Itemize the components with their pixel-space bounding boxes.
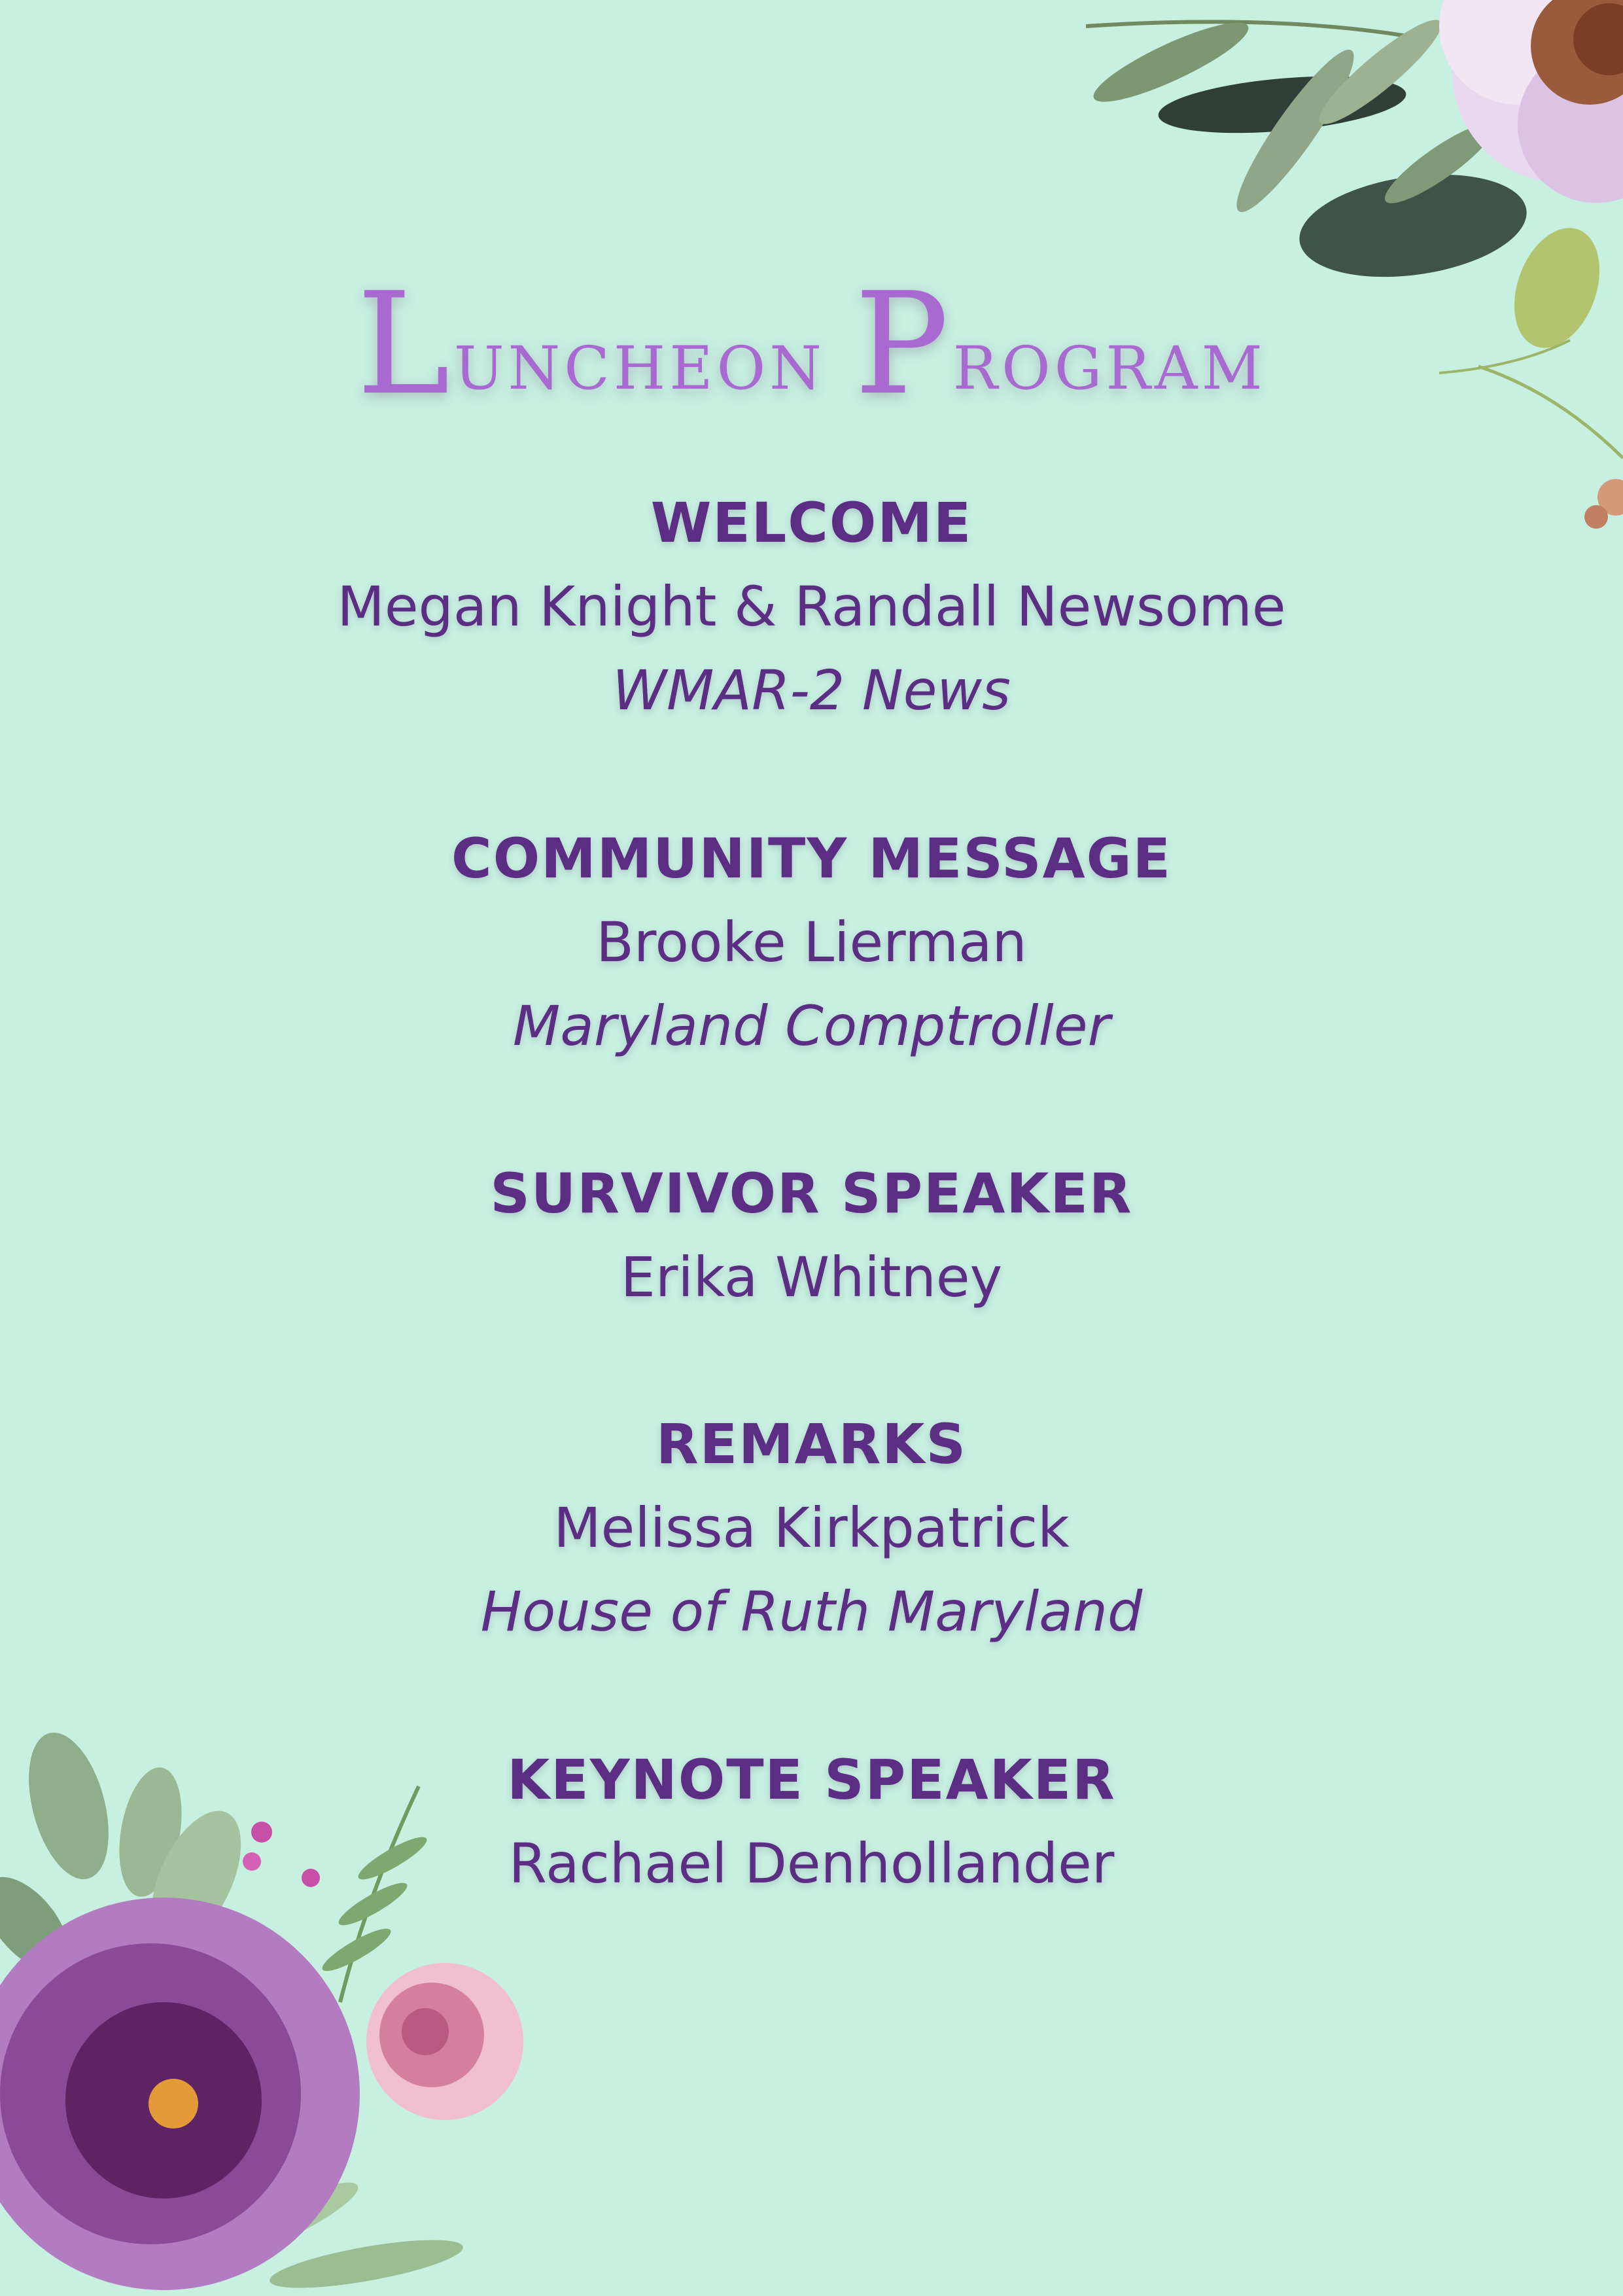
title-cap: P (854, 262, 953, 426)
section-heading: KEYNOTE SPEAKER (507, 1748, 1116, 1812)
speaker-name: Megan Knight & Randall Newsome (337, 574, 1286, 639)
speaker-affiliation: House of Ruth Maryland (480, 1580, 1143, 1644)
speaker-affiliation: WMAR-2 News (612, 658, 1011, 722)
title-cap: L (357, 262, 454, 426)
program-section-remarks (0, 1402, 1623, 1653)
speaker-name: Melissa Kirkpatrick (553, 1496, 1070, 1560)
program-section-community-message (0, 817, 1623, 1068)
program-section-keynote-speaker (0, 1738, 1623, 1905)
section-heading: WELCOME (650, 491, 973, 555)
section-heading: SURVIVOR SPEAKER (490, 1161, 1133, 1226)
section-heading: REMARKS (656, 1412, 967, 1476)
title-rest: uncheon (453, 309, 826, 409)
title-rest: rogram (952, 309, 1266, 409)
program-section-welcome (0, 481, 1623, 732)
title-word-program (854, 262, 1266, 426)
speaker-name: Erika Whitney (620, 1245, 1003, 1309)
speaker-name: Brooke Lierman (596, 910, 1027, 974)
title-word-luncheon (357, 262, 826, 426)
page-title (0, 262, 1623, 426)
speaker-affiliation: Maryland Comptroller (512, 994, 1111, 1058)
speaker-name: Rachael Denhollander (508, 1831, 1115, 1896)
program-section-survivor-speaker (0, 1152, 1623, 1319)
section-heading: COMMUNITY MESSAGE (451, 826, 1172, 891)
